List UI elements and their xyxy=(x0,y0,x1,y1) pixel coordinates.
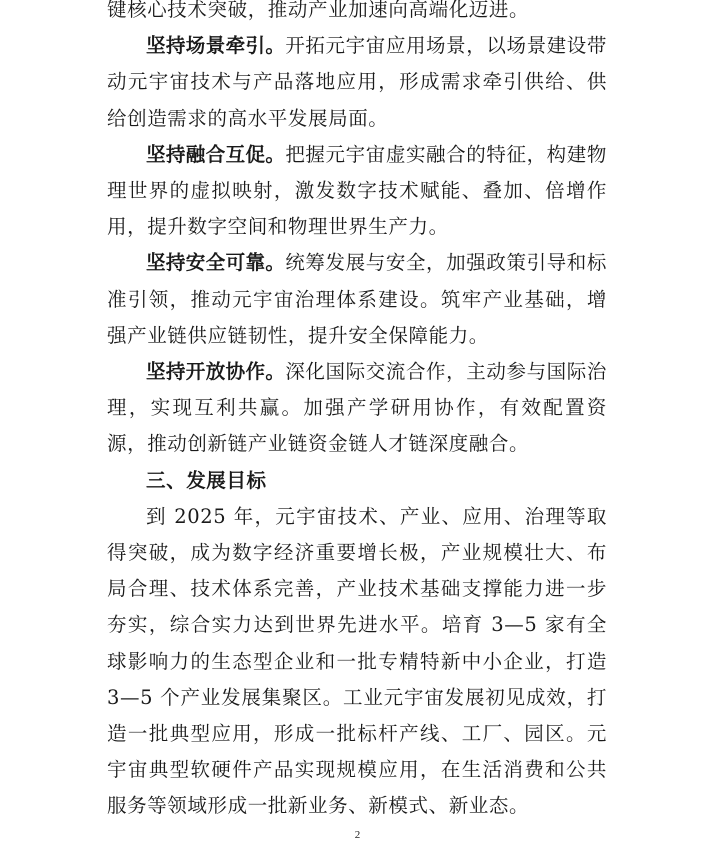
paragraph-lead: 坚持开放协作。 xyxy=(146,360,286,384)
paragraph-body: 统筹发展与安全，加强政策引导和标准引领，推动元宇宙治理体系建设。筑牢产业基础，增强产业链供应链韧性，提升安全保障能力。 xyxy=(107,251,607,347)
body-text xyxy=(107,0,607,825)
paragraph-lead: 坚持场景牵引。 xyxy=(146,34,286,58)
paragraph-continuation xyxy=(107,0,607,28)
paragraph-goals: 到 2025 年，元宇宙技术、产业、应用、治理等取得突破，成为数字经济重要增长极，产业规模壮大、布局合理、技术体系完善，产业技术基础支撑能力进一步夯实，综合实力达到世界先进水平。培育 3—5 家有全球影响力的生态型企业和一批专精特新中小企业，打造 3—5 个产业发展集聚区。工业元宇宙发展初见成效，打造一批典型应用，形成一批标杆产线、工厂、园区。元宇宙典型软硬件产品实现规模应用，在生活消费和公共服务等领域形成一批新业务、新模式、新业态。 xyxy=(107,504,607,818)
paragraph-lead: 坚持安全可靠。 xyxy=(146,251,286,275)
page-number: 2 xyxy=(354,829,361,841)
paragraph-security xyxy=(107,245,607,354)
paragraph-integration xyxy=(107,137,607,246)
paragraph-scene-traction xyxy=(107,28,607,137)
paragraph-openness xyxy=(107,354,607,463)
paragraph-body: 开拓元宇宙应用场景，以场景建设带动元宇宙技术与产品落地应用，形成需求牵引供给、供给创造需求的高水平发展局面。 xyxy=(107,34,607,130)
section-heading: 三、发展目标 xyxy=(146,468,267,492)
paragraph-body: 把握元宇宙虚实融合的特征，构建物理世界的虚拟映射，激发数字技术赋能、叠加、倍增作用，提升数字空间和物理世界生产力。 xyxy=(107,142,607,239)
paragraph-lead: 坚持融合互促。 xyxy=(146,142,286,166)
paragraph-body: 深化国际交流合作，主动参与国际治理，实现互利共赢。加强产学研用协作，有效配置资源，推动创新链产业链资金链人才链深度融合。 xyxy=(107,360,607,456)
paragraph-body: 键核心技术突破，推动产业加速向高端化迈进。 xyxy=(107,0,530,21)
